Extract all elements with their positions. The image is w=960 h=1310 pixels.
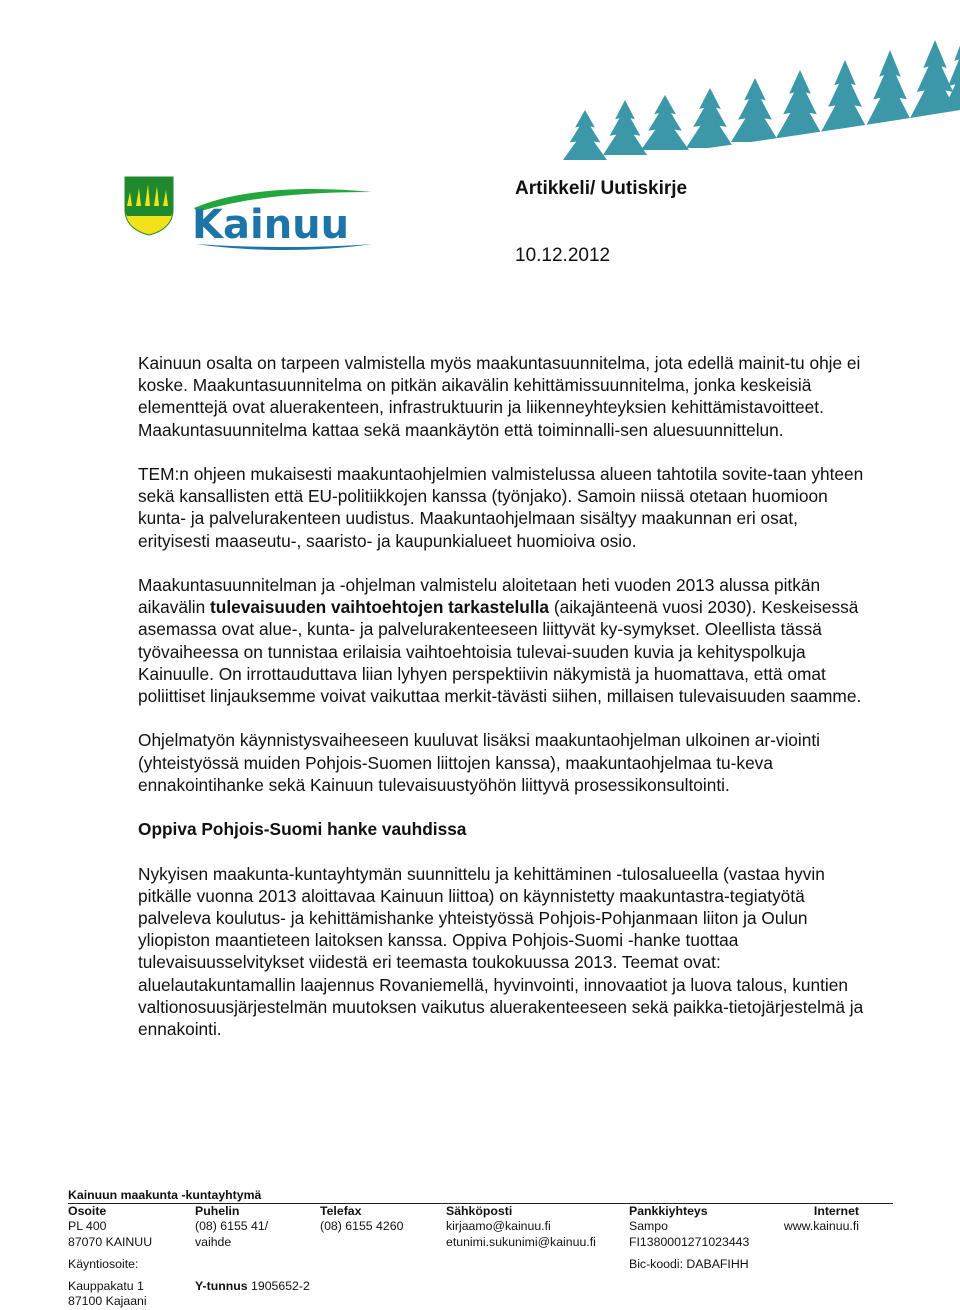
section-heading: Oppiva Pohjois-Suomi hanke vauhdissa (138, 819, 467, 840)
paragraph: Kainuun osalta on tarpeen valmistella myös maakuntasuunnitelma, jota edellä mainit-tu ohje ei koske. Maakuntasuunnitelma on pitkän aikavälin kehittämissuunnitelma, jonka keskeisiä elementtejä ovat aluerakenteen, infrastruktuurin ja liikenneyhteyksien kehittämistavoitteet. Maakuntasuunnitelma kattaa sekä maankäytön että toiminnalli-sen aluesuunnittelun. (138, 353, 861, 440)
postal-address: 87100 Kajaani (68, 1294, 147, 1309)
footer-row (68, 1219, 893, 1234)
footer-cell: (08) 6155 4260 (320, 1219, 404, 1234)
footer-cell: FI1380001271023443 (629, 1234, 750, 1249)
footer-organization: Kainuun maakunta -kuntayhtymä (68, 1188, 893, 1204)
bic-code: Bic-koodi: DABAFIHH (629, 1256, 749, 1271)
footer-cell: 87070 KAINUU (68, 1234, 153, 1249)
bold-text-run: tulevaisuuden vaihtoehtojen tarkastelulla (210, 597, 550, 618)
street-address: Kauppakatu 1 (68, 1278, 144, 1293)
trees-banner-icon (0, 0, 960, 175)
footer-cell: vaihde (195, 1234, 232, 1249)
visiting-address-label: Käyntiosoite: (68, 1256, 139, 1271)
footer-header-row (68, 1204, 893, 1219)
business-id-value: 1905652-2 (247, 1278, 310, 1293)
article-body (138, 352, 868, 1062)
document-type: Artikkeli/ Uutiskirje (515, 178, 688, 199)
document-date: 10.12.2012 (515, 245, 611, 266)
business-id (195, 1279, 310, 1294)
footer-website-link[interactable]: www.kainuu.fi (783, 1219, 859, 1234)
footer-header: Osoite (68, 1204, 107, 1219)
footer-row (68, 1257, 893, 1272)
footer-header: Telefax (320, 1204, 362, 1219)
footer (68, 1188, 893, 1309)
paragraph: Nykyisen maakunta-kuntayhtymän suunnittelu ja kehittäminen -tulosalueella (vastaa hyvin pitkälle vuonna 2013 aloittavaa Kainuun liittoa) on käynnistetty maakuntastra-tegiatyötä palveleva koulutus- ja kehittämishanke yhteistyössä Pohjois-Pohjanmaan liiton ja Oulun yliopiston maantieteen laitoksen kanssa. Oppiva Pohjois-Suomi -hanke tuottaa tulevaisuusselvitykset viidestä eri teemasta toukokuussa 2013. Teemat ovat: aluelautakuntamallin laajennus Rovaniemellä, hyvinvointi, innovaatiot ja luova talous, kuntien valtionosuusjärjestelmän muutoksen vaikutus aluerakenteeseen sekä paikka-tietojärjestelmä ja ennakointi. (138, 863, 864, 1040)
footer-header: Pankkiyhteys (629, 1204, 708, 1219)
tree-shape (776, 70, 824, 138)
tree-shape (686, 88, 734, 148)
kainuu-crest-icon (124, 176, 174, 236)
paragraph (138, 574, 868, 707)
logo-text: Kainuu (192, 202, 350, 248)
footer-row (68, 1279, 893, 1294)
footer-email-link[interactable]: etunimi.sukunimi@kainuu.fi (446, 1234, 596, 1249)
tree-shape (821, 60, 869, 132)
tree-shape (866, 50, 914, 126)
footer-row (68, 1235, 893, 1250)
footer-cell: PL 400 (68, 1219, 107, 1234)
footer-email-link[interactable]: kirjaamo@kainuu.fi (446, 1219, 551, 1234)
business-id-label: Y-tunnus (195, 1278, 248, 1293)
footer-cell: (08) 6155 41/ (195, 1219, 269, 1234)
footer-header: Internet (813, 1204, 859, 1219)
paragraph: TEM:n ohjeen mukaisesti maakuntaohjelmien valmistelussa alueen tahtotila sovite-taan yhteen sekä kansallisten että EU-politiikkojen kanssa (työnjako). Samoin niissä otetaan huomioon kunta- ja palvelurakenteen uudistus. Maakuntaohjelmaan sisältyy maakunnan eri osat, erityisesti maaseutu-, saaristo- ja kaupunkialueet huomioiva osio. (138, 464, 864, 551)
tree-shape (563, 110, 607, 160)
text-run: Maakuntasuunnitelman ja -ohjelman valmistelu aloitetaan heti vuoden 2013 alussa pitkän aikavälin (138, 575, 821, 618)
tree-shape (731, 78, 779, 142)
kainuu-logo-icon (190, 186, 375, 254)
paragraph: Ohjelmatyön käynnistysvaiheeseen kuuluvat lisäksi maakuntaohjelman ulkoinen ar-viointi (yhteistyössä muiden Pohjois-Suomen liittojen kanssa), maakuntaohjelmaa tu-keva ennakointihanke sekä Kainuun tulevaisuustyöhön liittyvä prosessikonsultointi. (138, 730, 821, 795)
text-run: (aikajänteenä vuosi 2030). Keskeisessä asemassa ovat alue-, kunta- ja palvelurakenteeseen liittyvät ky-symykset. Oleellista tässä työvaiheessa on tunnistaa erilaisia vaihtoehtoisia tulevai-suuden kuvia ja kehityspolkuja Kainuulle. On irrottauduttava liian lyhyen perspektiivin näkymistä ja huomattava, että omat poliittiset linjauksemme voivat vaikuttaa merkit-tävästi siihen, millaisen tulevaisuuden saamme. (138, 597, 862, 707)
footer-header: Puhelin (195, 1204, 240, 1219)
tree-shape (641, 95, 689, 150)
tree-shape (603, 100, 647, 155)
footer-cell: Sampo (629, 1219, 668, 1234)
footer-row (68, 1294, 893, 1309)
footer-header: Sähköposti (446, 1204, 513, 1219)
